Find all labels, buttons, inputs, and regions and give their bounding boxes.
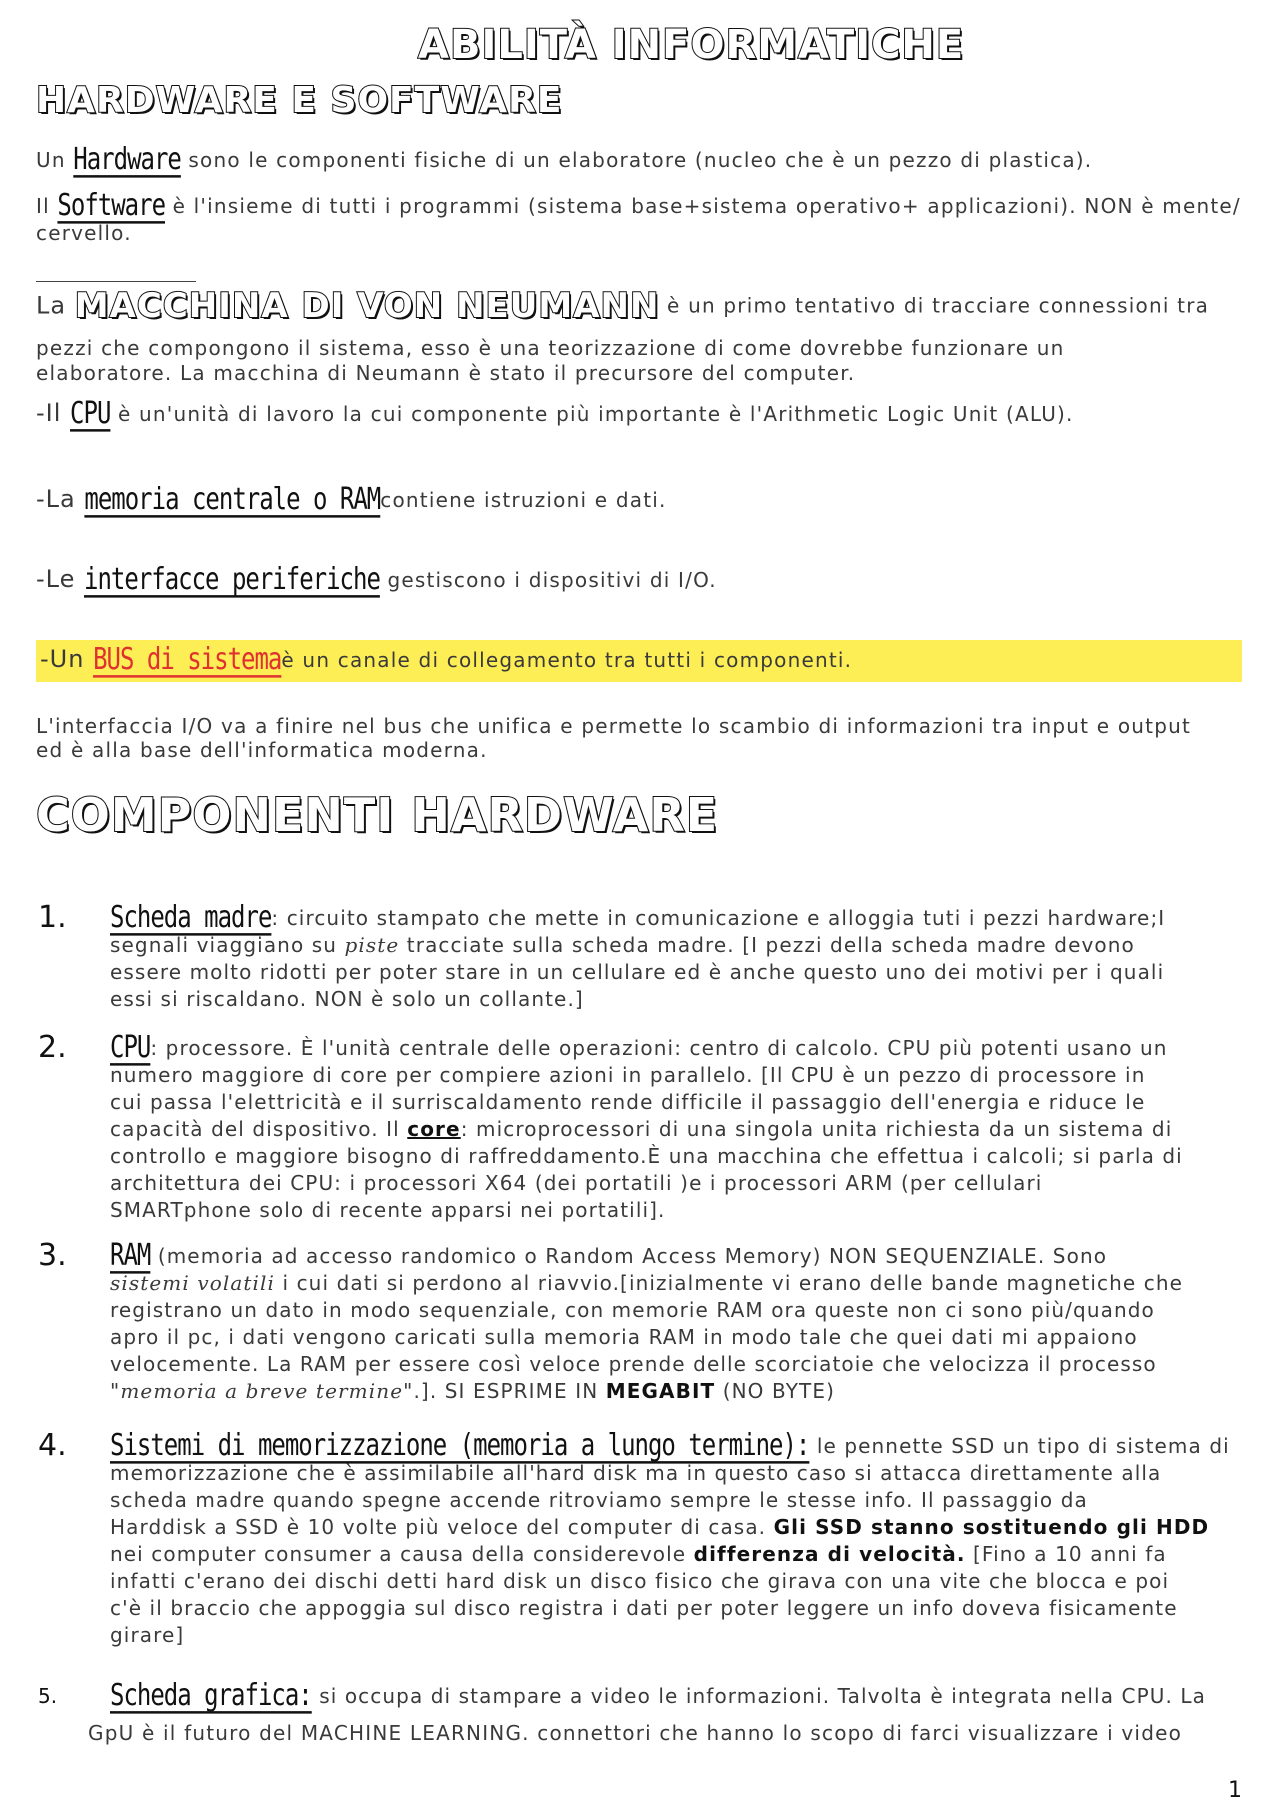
section-heading-hardware-software: HARDWARE E SOFTWARE: [36, 80, 563, 121]
term-ram-detail: RAM: [110, 1237, 151, 1273]
paragraph-von-neumann-cont: pezzi che compongono il sistema, esso è una teorizzazione di come dovrebbe funzionare un elaboratore. La macchina di Neumann è stato il precursore del computer.: [36, 336, 1065, 385]
list-item-cpu: -Il CPU è un'unità di lavoro la cui componente più importante è l'Arithmetic Logic Unit (ALU).: [36, 395, 1074, 431]
term-software: Software: [57, 187, 166, 223]
term-hardware: Hardware: [73, 141, 181, 177]
heading-von-neumann: MACCHINA DI VON NEUMANN: [74, 286, 660, 326]
document-title: ABILITÀ INFORMATICHE: [418, 22, 965, 68]
term-scheda-madre: Scheda madre: [110, 899, 272, 935]
paragraph-software: Il Software è l'insieme di tutti i programmi (sistema base+sistema operativo+ applicazioni). NON è mente/ cervello.: [36, 187, 1241, 245]
term-cpu-detail: CPU: [110, 1029, 151, 1065]
list-item-cpu-detail: CPU: processore. È l'unità centrale delle operazioni: centro di calcolo. CPU più potenti usano un numero maggiore di core per compiere azioni in parallelo. [Il CPU è un pezzo di processore in cui passa l'elettricità e il surriscaldamento rende difficile il passaggio dell'energia e riduce le capacità del dispositivo. Il core: microprocessori di una singola unita richiesta da un sistema di controllo e maggiore bisogno di raffreddamento.È una macchina che effettua i calcoli; si parla di architettura dei CPU: i processori X64 (dei portatili )e i processori ARM (per cellulari SMARTphone solo di recente apparsi nei portatili].: [110, 1029, 1183, 1222]
page-number: 1: [1228, 1778, 1242, 1803]
list-number-3: 3.: [38, 1238, 67, 1273]
term-scheda-grafica: Scheda grafica:: [110, 1677, 312, 1713]
list-item-ram: -La memoria centrale o RAMcontiene istruzioni e dati.: [36, 481, 667, 517]
divider-line: [36, 281, 196, 282]
list-number-5: 5.: [38, 1684, 58, 1708]
list-item-scheda-madre: Scheda madre: circuito stampato che mette in comunicazione e alloggia tuti i pezzi hardware;I segnali viaggiano su piste tracciate sulla scheda madre. [I pezzi della scheda madre devono essere molto ridotti per poter stare in un cellulare ed è anche questo uno dei motivi per i quali essi si riscaldano. NON è solo un collante.]: [110, 899, 1166, 1011]
paragraph-io-interface: L'interfaccia I/O va a finire nel bus che unifica e permette lo scambio di informazioni tra input e output ed è alla base dell'informatica moderna.: [36, 714, 1192, 762]
term-cpu: CPU: [70, 395, 111, 431]
paragraph-hardware: Un Hardware sono le componenti fisiche di un elaboratore (nucleo che è un pezzo di plastica).: [36, 141, 1093, 177]
paragraph-von-neumann: La MACCHINA DI VON NEUMANN è un primo tentativo di tracciare connessioni tra: [36, 286, 1210, 326]
list-item-bus-highlighted: -Un BUS di sistemaè un canale di collegamento tra tutti i componenti.: [36, 640, 1242, 682]
term-interfacce: interfacce periferiche: [84, 561, 380, 597]
list-number-2: 2.: [38, 1030, 67, 1065]
list-number-1: 1.: [38, 900, 67, 935]
list-item-memorizzazione: Sistemi di memorizzazione (memoria a lungo termine): le pennette SSD un tipo di sistema di memorizzazione che è assimilabile all'hard disk ma in questo caso si attacca direttamente alla scheda madre quando spegne accende ritroviamo sempre le stesse info. Il passaggio da Harddisk a SSD è 10 volte più veloce del computer di casa. Gli SSD stanno sostituendo gli HDD nei computer consumer a causa della considerevole differenza di velocità. [Fino a 10 anni fa infatti c'erano dei dischi detti hard disk un disco fisico che girava con una vite che blocca e poi c'è il braccio che appoggia sul disco registra i dati per poter leggere un info doveva fisicamente girare]: [110, 1427, 1230, 1647]
list-item-scheda-grafica-cont: GpU è il futuro del MACHINE LEARNING. connettori che hanno lo scopo di farci visualizzare i video: [88, 1721, 1183, 1745]
list-item-ram-detail: RAM (memoria ad accesso randomico o Random Access Memory) NON SEQUENZIALE. Sono sistemi volatili i cui dati si perdono al riavvio.[inizialmente vi erano delle bande magnetiche che registrano un dato in modo sequenziale, con memorie RAM ora queste non ci sono più/quando apro il pc, i dati vengono caricati sulla memoria RAM in modo tale che quei dati mi appaiono velocemente. La RAM per essere così veloce prende delle scorciatoie che velocizza il processo "memoria a breve termine".]. SI ESPRIME IN MEGABIT (NO BYTE): [110, 1237, 1184, 1403]
list-item-interfacce: -Le interfacce periferiche gestiscono i dispositivi di I/O.: [36, 561, 717, 597]
term-ram: memoria centrale o RAM: [84, 481, 381, 517]
list-item-scheda-grafica: Scheda grafica: si occupa di stampare a video le informazioni. Talvolta è integrata nella CPU. La: [110, 1677, 1206, 1713]
list-number-4: 4.: [38, 1428, 67, 1463]
section-heading-componenti-hardware: COMPONENTI HARDWARE: [36, 788, 719, 842]
term-bus: BUS di sistema: [93, 641, 282, 677]
term-memorizzazione: Sistemi di memorizzazione (memoria a lungo termine):: [110, 1427, 810, 1463]
